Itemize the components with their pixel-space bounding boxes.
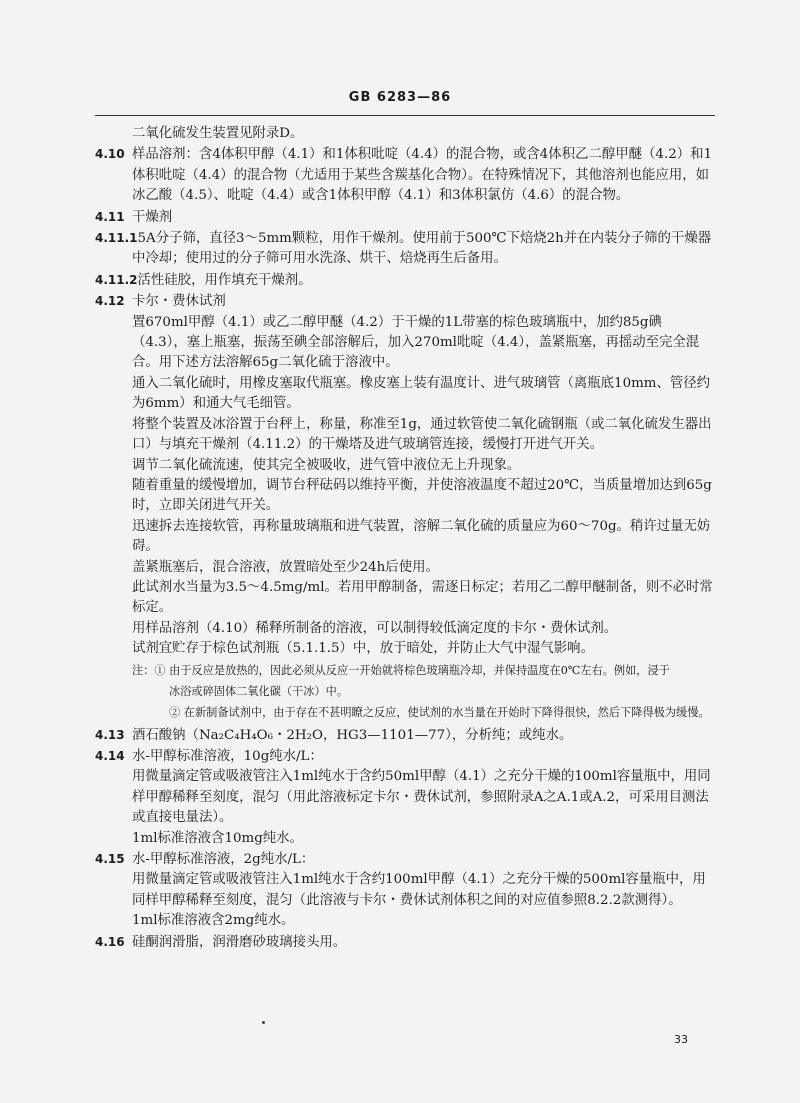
section-text: 5A分子筛，直径3～5mm颗粒，用作干燥剂。使用前于500℃下焙烧2h并在内装分子筛的干燥器中冷却；使用过的分子筛可用水洗涤、烘干、焙烧再生后备用。 (132, 231, 712, 267)
section-number: 4.10 (95, 147, 125, 162)
section-text: 酒石酸钠（Na₂C₄H₄O₆・2H₂O，HG3—1101—77），分析纯；或纯水。 (132, 727, 573, 743)
section-4-12 (95, 291, 715, 312)
paragraph: 1ml标准溶液含2mg纯水。 (132, 913, 295, 929)
section-4-10 (95, 144, 715, 206)
stray-mark (262, 1021, 265, 1024)
paragraph: 1ml标准溶液含10mg纯水。 (132, 830, 303, 846)
section-4-14 (95, 746, 715, 767)
note-marker: ② (169, 705, 181, 719)
section-text: 活性硅胶，用作填充干燥剂。 (137, 272, 312, 288)
note-1 (95, 660, 715, 681)
paragraph: 置670ml甲醇（4.1）或乙二醇甲醚（4.2）于干燥的1L带塞的棕色玻璃瓶中，加约85g碘（4.3），塞上瓶塞，振荡至碘全部溶解后，加入270ml吡啶（4.4），盖紧瓶塞，再摇动至完全混合。用下述方法溶解65g二氧化硫于溶液中。 (132, 314, 700, 371)
section-text: 卡尔・费休试剂 (132, 294, 226, 310)
section-4-11-1 (95, 228, 715, 270)
section-number: 4.16 (95, 934, 125, 949)
section-number: 4.11.2 (95, 272, 138, 287)
paragraph: 用微量滴定管或吸液管注入1ml纯水于含约50ml甲醇（4.1）之充分干燥的100ml容量瓶中，用同样甲醇稀释至刻度，混匀（用此溶液标定卡尔・费休试剂，参照附录A之A.1或A.2，可采用目测法或直接电量法）。 (132, 769, 711, 826)
paragraph: 调节二氧化硫流速，使其完全被吸收，进气管中液位无上升现象。 (132, 457, 521, 473)
document-body (95, 124, 715, 953)
paragraph-intro: 二氧化硫发生装置见附录D。 (132, 126, 304, 141)
section-number: 4.11.1 (95, 231, 138, 246)
note-1-continued: 冰浴或碎固体二氧化碳（干冰）中。 (169, 684, 349, 698)
section-text: 硅酮润滑脂，润滑磨砂玻璃接头用。 (132, 934, 347, 950)
section-number: 4.12 (95, 294, 125, 309)
paragraph: 此试剂水当量为3.5～4.5mg/ml。若用甲醇制备，需逐日标定；若用乙二醇甲醚制备，则不必时常标定。 (132, 579, 713, 616)
header-rule (95, 115, 715, 116)
section-4-11-2 (95, 270, 715, 291)
note-marker: ① (154, 663, 166, 677)
section-number: 4.14 (95, 748, 125, 763)
note-text: 由于反应是放热的，因此必须从反应一开始就将棕色玻璃瓶冷却，并保持温度在0℃左右。例如，浸于 (169, 663, 670, 677)
section-4-15 (95, 849, 715, 870)
section-text: 水-甲醇标准溶液，10g纯水/L： (132, 748, 323, 764)
note-2 (95, 702, 715, 723)
section-text: 干燥剂 (132, 209, 173, 225)
paragraph: 随着重量的缓慢增加，调节台秤砝码以维持平衡，并使溶液温度不超过20℃，当质量增加达到65g时，立即关闭进气开关。 (132, 477, 712, 514)
note-text: 在新制备试剂中，由于存在不甚明瞭之反应，使试剂的水当量在开始时下降得很快，然后下降得极为缓慢。 (183, 705, 710, 719)
notes (95, 660, 715, 723)
paragraph: 盖紧瓶塞后，混合溶液，放置暗处至少24h后使用。 (132, 559, 439, 575)
section-4-16 (95, 932, 715, 953)
section-number: 4.13 (95, 727, 125, 742)
page-number: 33 (674, 1033, 688, 1046)
section-text: 样品溶剂：含4体积甲醇（4.1）和1体积吡啶（4.4）的混合物，或含4体积乙二醇甲醚（4.2）和1体积吡啶（4.4）的混合物（尤适用于某些含羰基化合物）。在特殊情况下，其他溶剂也能应用，如冰乙酸（4.5）、吡啶（4.4）或含1体积甲醇（4.1）和3体积氯仿（4.6）的混合物。 (132, 147, 713, 204)
section-4-13 (95, 725, 715, 746)
section-text: 水-甲醇标准溶液，2g纯水/L： (132, 852, 315, 867)
standard-code-header: GB 6283—86 (348, 90, 452, 105)
paragraph: 用微量滴定管或吸液管注入1ml纯水于含约100ml甲醇（4.1）之充分干燥的500ml容量瓶中，用同样甲醇稀释至刻度，混匀（此溶液与卡尔・费休试剂体积之间的对应值参照8.2.2款测得）。 (132, 872, 706, 908)
section-number: 4.11 (95, 209, 125, 224)
paragraph: 通入二氧化硫时，用橡皮塞取代瓶塞。橡皮塞上装有温度计、进气玻璃管（离瓶底10mm、管径约为6mm）和通大气毛细管。 (132, 375, 711, 412)
paragraph: 试剂宜贮存于棕色试剂瓶（5.1.1.5）中，放于暗处，并防止大气中湿气影响。 (132, 641, 594, 657)
paragraph: 迅速拆去连接软管，再称量玻璃瓶和进气装置，溶解二氧化硫的质量应为60～70g。稍许过量无妨碍。 (132, 518, 711, 555)
paragraph: 用样品溶剂（4.10）稀释所制备的溶液，可以制得较低滴定度的卡尔・费休试剂。 (132, 620, 618, 636)
paragraph: 将整个装置及冰浴置于台秤上，称量，称准至1g，通过软管使二氧化硫钢瓶（或二氧化硫发生器出口）与填充干燥剂（4.11.2）的干燥塔及进气玻璃管连接，缓慢打开进气开关。 (132, 416, 712, 453)
note-label: 注： (132, 663, 155, 677)
section-4-11 (95, 207, 715, 228)
section-number: 4.15 (95, 852, 125, 866)
